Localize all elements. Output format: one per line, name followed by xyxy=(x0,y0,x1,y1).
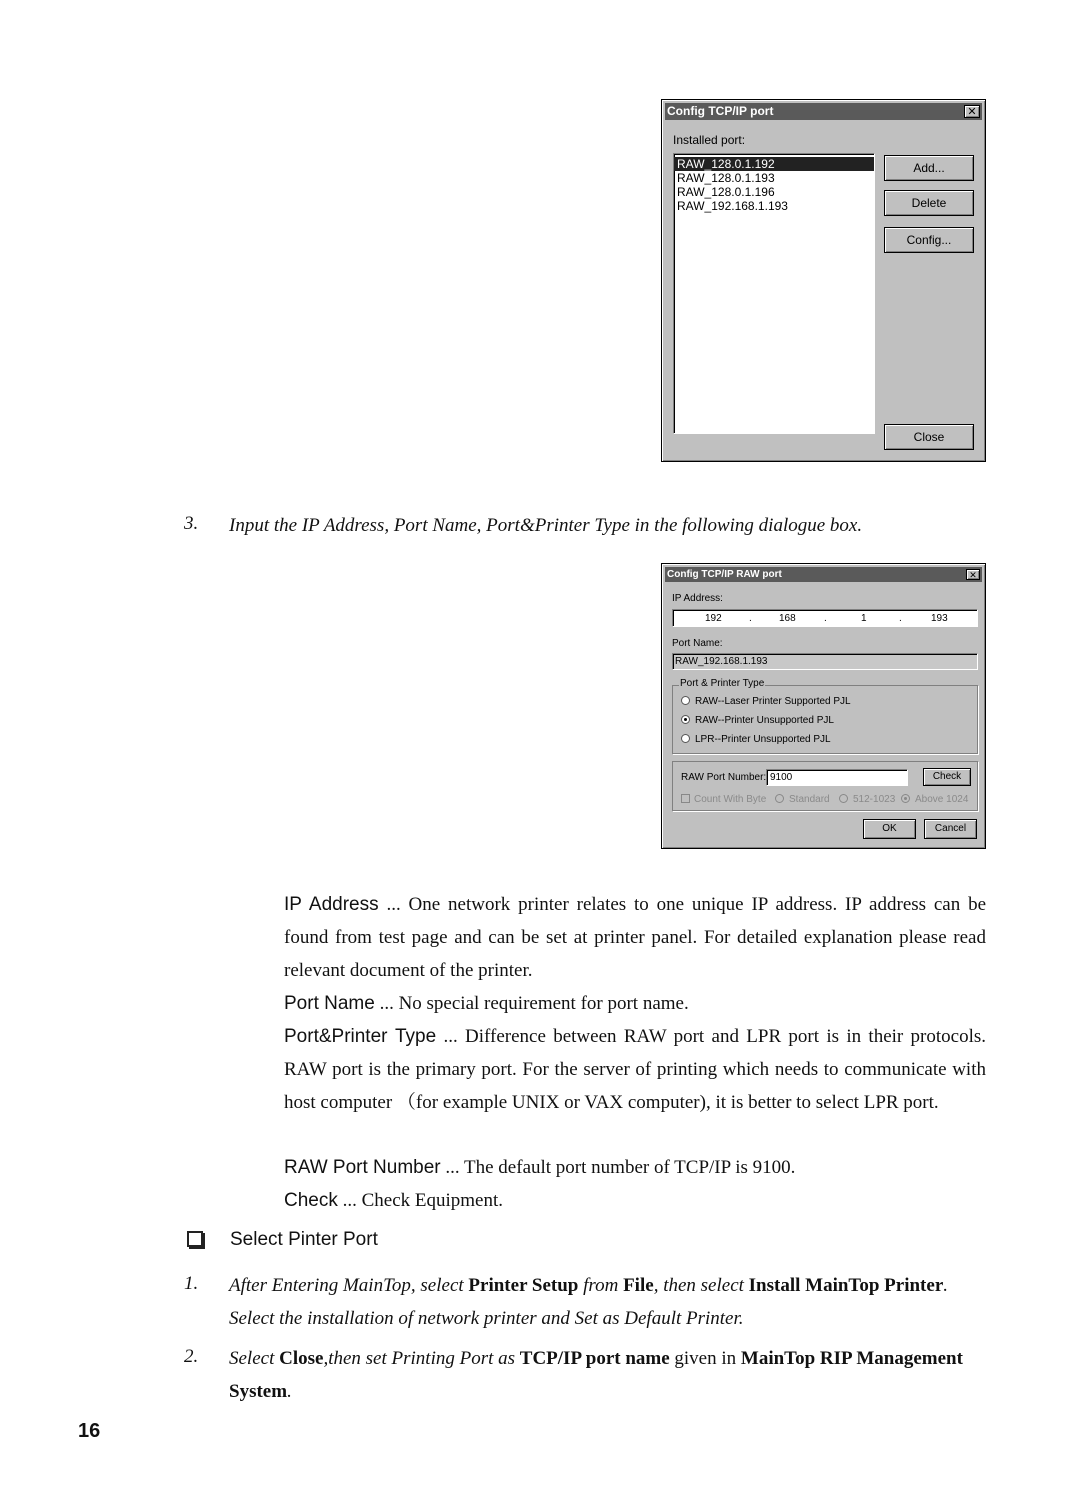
definition-port-printer-type xyxy=(284,1020,986,1119)
list-item[interactable]: RAW_128.0.1.193 xyxy=(677,171,775,185)
raw-port-number-value: 9100 xyxy=(770,772,793,783)
step-number: 2. xyxy=(184,1346,199,1367)
cancel-button[interactable]: Cancel xyxy=(924,819,977,839)
step-1-a: After Entering MainTop, select xyxy=(229,1275,469,1296)
config-button[interactable]: Config... xyxy=(884,227,974,253)
close-icon[interactable]: ✕ xyxy=(966,569,980,580)
step-2-d: TCP/IP port name xyxy=(519,1348,670,1369)
step-2-f: MainTop RIP Management System xyxy=(229,1348,963,1402)
desc-ip-address: ... One network printer relates to one unique IP address. IP address can be found from test page and can be set at printer panel. For detailed explanation please read relevant document of the printer. xyxy=(284,894,987,981)
dialog-title: Config TCP/IP port xyxy=(667,104,774,118)
dialog-title-bar xyxy=(665,567,982,582)
definition-raw-port-number xyxy=(284,1151,986,1184)
radio-label: RAW--Laser Printer Supported PJL xyxy=(695,696,851,707)
desc-raw-port-number: ... The default port number of TCP/IP is 9100. xyxy=(445,1157,796,1178)
radio-lpr-unsupported-pjl[interactable] xyxy=(681,734,831,745)
radio-above-1024[interactable] xyxy=(901,794,968,805)
ip-octet-4[interactable]: 193 xyxy=(931,613,948,624)
desc-port-printer-type: ... Difference between RAW port and LPR port is in their protocols. RAW port is the primary port. For the server of printing which needs to communicate with host computer （for example UNIX or VAX computer), it is better to select LPR port. xyxy=(284,1026,986,1113)
step-2-g: . xyxy=(287,1381,292,1402)
step-1-g: . Select the installation of network printer and Set as Default Printer. xyxy=(229,1275,948,1329)
term-check: Check xyxy=(284,1190,338,1211)
installed-port-list[interactable] xyxy=(673,153,875,434)
step-1-e: , then select xyxy=(653,1275,749,1296)
ip-address-label: IP Address: xyxy=(672,593,723,604)
dialog-title-bar xyxy=(665,103,982,120)
step-2-b: Close xyxy=(279,1348,324,1369)
port-name-label: Port Name: xyxy=(672,638,723,649)
group-label: Port & Printer Type xyxy=(680,678,765,689)
checkbox-icon[interactable] xyxy=(681,794,690,803)
ok-button[interactable]: OK xyxy=(863,819,916,839)
ip-dot: . xyxy=(749,613,752,624)
step-2-text xyxy=(229,1342,986,1408)
config-raw-port-dialog xyxy=(661,563,986,849)
term-ip-address: IP Address xyxy=(284,894,379,915)
radio-label: LPR--Printer Unsupported PJL xyxy=(695,734,831,745)
step-2-e: given in xyxy=(669,1348,741,1369)
radio-label: Above 1024 xyxy=(915,794,969,805)
desc-port-name: ... No special requirement for port name. xyxy=(379,993,689,1014)
section-title: Select Pinter Port xyxy=(230,1229,378,1250)
raw-port-number-input[interactable] xyxy=(766,769,908,786)
ip-dot: . xyxy=(824,613,827,624)
step-1-d: File xyxy=(623,1275,654,1296)
definition-port-name xyxy=(284,987,986,1020)
step-number: 3. xyxy=(184,513,199,534)
check-button[interactable]: Check xyxy=(923,768,971,786)
radio-512-1023[interactable] xyxy=(839,794,895,805)
port-name-value: RAW_192.168.1.193 xyxy=(675,656,768,667)
radio-raw-unsupported-pjl[interactable] xyxy=(681,715,834,726)
step-number: 1. xyxy=(184,1273,199,1294)
ip-dot: . xyxy=(899,613,902,624)
dialog-title: Config TCP/IP RAW port xyxy=(667,569,782,580)
ip-octet-2[interactable]: 168 xyxy=(779,613,796,624)
definition-ip-address xyxy=(284,888,986,987)
close-button[interactable]: Close xyxy=(884,424,974,450)
count-with-byte-checkbox[interactable] xyxy=(681,794,766,805)
ip-octet-3[interactable]: 1 xyxy=(861,613,867,624)
step-2-c: ,then set Printing Port as xyxy=(323,1348,520,1369)
radio-label: 512-1023 xyxy=(853,794,896,805)
step-1-f: Install MainTop Printer xyxy=(748,1275,944,1296)
ip-address-field[interactable] xyxy=(672,609,978,627)
config-tcpip-port-dialog xyxy=(661,99,986,462)
port-printer-type-group xyxy=(672,678,978,754)
radio-label: RAW--Printer Unsupported PJL xyxy=(695,715,834,726)
list-item[interactable]: RAW_128.0.1.192 xyxy=(674,157,874,171)
step-1-c: from xyxy=(578,1275,624,1296)
radio-icon[interactable] xyxy=(901,794,910,803)
radio-icon[interactable] xyxy=(775,794,784,803)
list-item[interactable]: RAW_128.0.1.196 xyxy=(677,185,775,199)
term-raw-port-number: RAW Port Number xyxy=(284,1157,441,1178)
step-1-text xyxy=(229,1269,986,1335)
definition-check xyxy=(284,1184,986,1217)
term-port-name: Port Name xyxy=(284,993,375,1014)
close-icon[interactable]: ✕ xyxy=(964,105,980,118)
delete-button[interactable]: Delete xyxy=(884,190,974,216)
checkbox-label: Count With Byte xyxy=(694,794,767,805)
add-button[interactable]: Add... xyxy=(884,155,974,181)
radio-raw-laser-pjl[interactable] xyxy=(681,696,851,707)
radio-standard[interactable] xyxy=(775,794,830,805)
radio-icon[interactable] xyxy=(681,734,690,743)
page-number: 16 xyxy=(78,1420,101,1442)
step-1-b: Printer Setup xyxy=(468,1275,579,1296)
list-item[interactable]: RAW_192.168.1.193 xyxy=(677,199,788,213)
desc-check: ... Check Equipment. xyxy=(342,1190,504,1211)
raw-port-number-label: RAW Port Number: xyxy=(681,772,767,783)
radio-label: Standard xyxy=(789,794,830,805)
radio-icon[interactable] xyxy=(681,696,690,705)
term-port-printer-type: Port&Printer Type xyxy=(284,1026,437,1047)
step-text: Input the IP Address, Port Name, Port&Printer Type in the following dialogue box. xyxy=(229,515,863,536)
radio-icon[interactable] xyxy=(681,715,690,724)
step-2-a: Select xyxy=(229,1348,280,1369)
ip-octet-1[interactable]: 192 xyxy=(705,613,722,624)
radio-icon[interactable] xyxy=(839,794,848,803)
installed-port-label: Installed port: xyxy=(673,133,746,147)
port-name-field[interactable] xyxy=(672,653,978,670)
raw-port-group xyxy=(672,761,978,811)
checkbox-bullet-icon xyxy=(187,1231,203,1247)
